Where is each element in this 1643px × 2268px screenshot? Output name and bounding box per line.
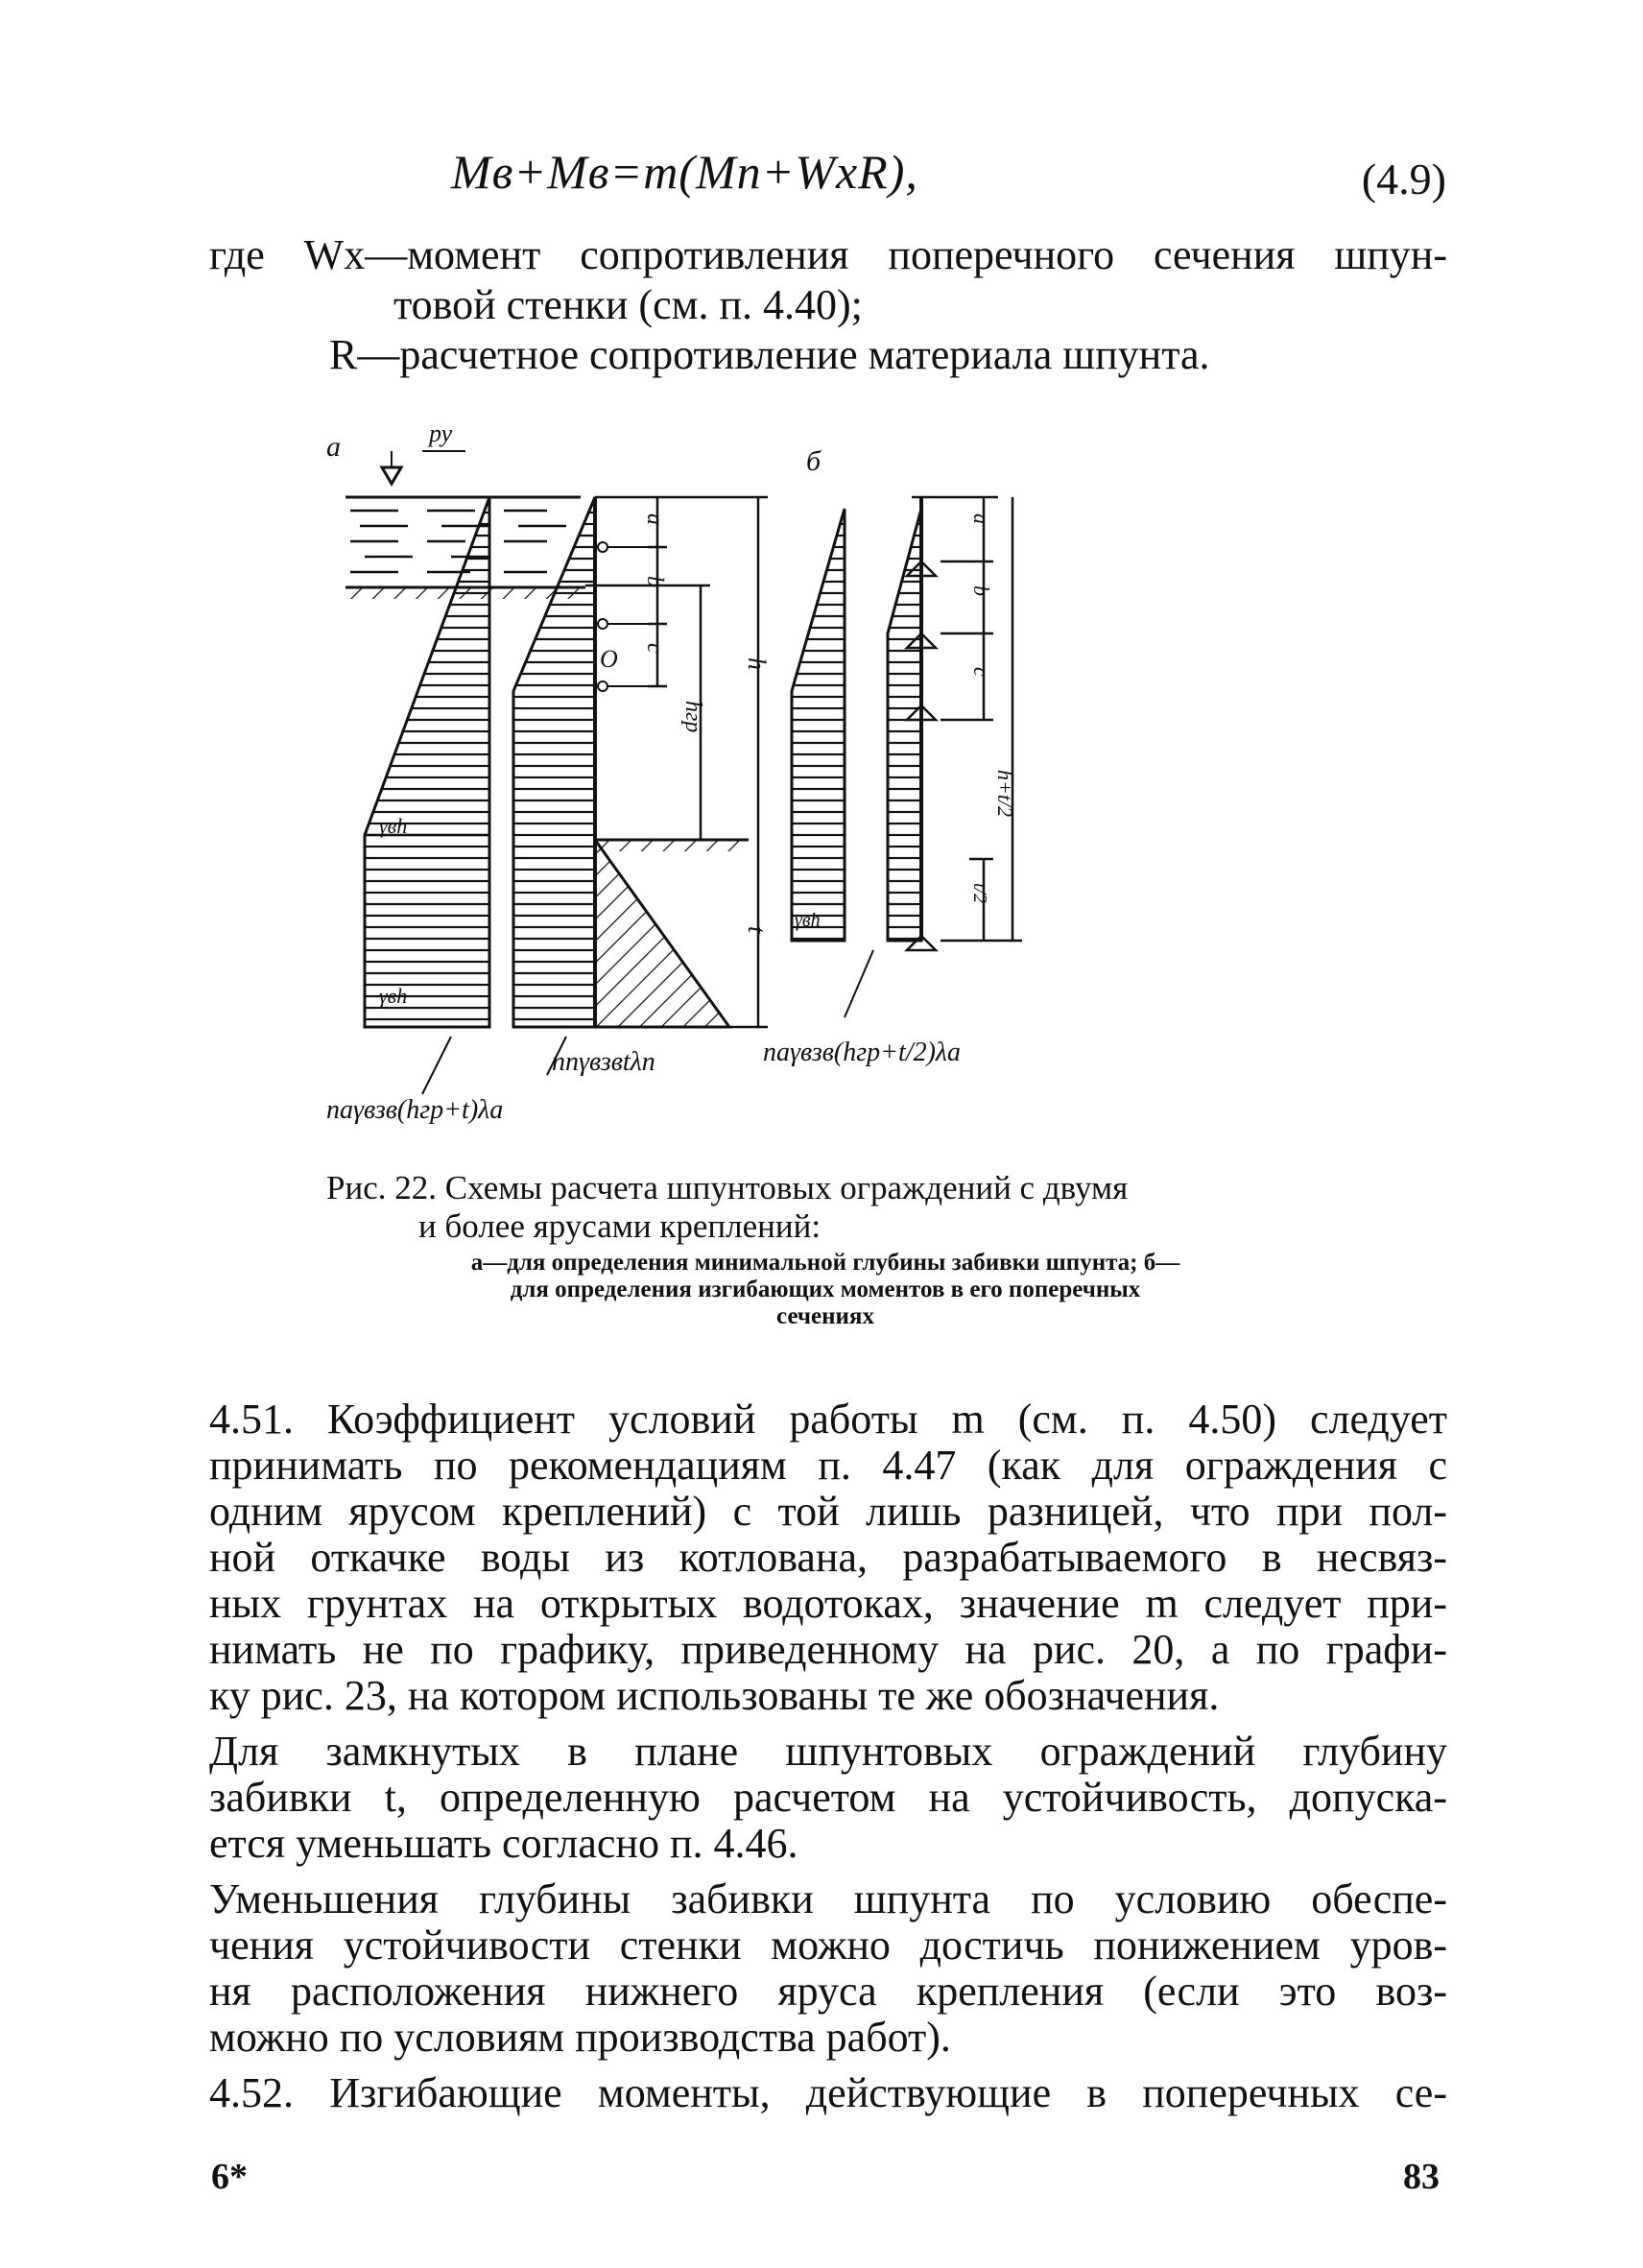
- dim-b-b: b: [969, 585, 993, 596]
- signature-mark: 6*: [211, 2157, 248, 2197]
- dim-h: h: [743, 657, 771, 670]
- formula-right: nаγвзв(hгр+t/2)λа: [763, 1038, 962, 1067]
- text-line: чения устойчивости стенки можно достичь понижением уров-: [209, 1922, 1447, 1969]
- paragraph: [209, 1729, 1447, 1867]
- water-level-icon: [382, 467, 401, 484]
- figure-drawing: [307, 403, 1324, 1161]
- text-line: одним ярусом креплений) с той лишь разницей, что при пол-: [209, 1488, 1447, 1535]
- paragraph: [209, 1397, 1447, 1719]
- formula: Mв+Mв=m(Mп+WxR),: [451, 145, 918, 199]
- text-line: ня расположения нижнего яруса крепления (если это воз-: [209, 1968, 1447, 2015]
- pressure-diagram-outer: [365, 497, 489, 1027]
- label-a: а: [326, 431, 341, 463]
- formula-number: (4.9): [1361, 155, 1446, 203]
- text-line: принимать по рекомендациям п. 4.47 (как для ограждения с: [209, 1442, 1447, 1489]
- text-line: нимать не по графику, приведенному на рис. 20, а по графи-: [209, 1626, 1447, 1673]
- caption-desc-line-1: а—для определения минимальной глубины забивки шпунта; б—: [470, 1250, 1180, 1276]
- caption-desc-line-2: для определения изгибающих моментов в его поперечных: [510, 1277, 1141, 1302]
- where-block: [209, 230, 1447, 380]
- text-line: ется уменьшать согласно п. 4.46.: [209, 1820, 798, 1867]
- where-line-1: где Wx—момент сопротивления поперечного сечения шпун-: [209, 231, 1447, 278]
- caption-title-line-2: и более ярусами креплений:: [418, 1207, 822, 1245]
- dim-a-b: а: [969, 513, 993, 524]
- text-line: ной откачке воды из котлована, разрабатываемого в несвяз-: [209, 1534, 1447, 1581]
- passive-pressure-diagram: [595, 840, 729, 1027]
- body-text: [209, 1397, 1447, 2126]
- figure-caption-title: [326, 1169, 1324, 1246]
- formula-left: nаγвзв(hгр+t)λа: [326, 1095, 504, 1125]
- dim-c: с: [642, 643, 667, 654]
- page-number: 83: [1403, 2157, 1440, 2197]
- pressure-diagram-b2: [888, 509, 921, 941]
- dim-h-t2: h+t/2: [993, 770, 1017, 818]
- dim-a: а: [642, 513, 667, 525]
- text-line: 4.52. Изгибающие моменты, действующие в поперечных се-: [209, 2069, 1447, 2116]
- label-b: б: [806, 445, 822, 477]
- formula-mid: nпγвзвtλп: [552, 1047, 655, 1077]
- figure-22: [307, 403, 1324, 1161]
- dim-b: b: [642, 576, 667, 587]
- paragraph: [209, 1876, 1447, 2061]
- pressure-diagram-b1: [792, 509, 845, 941]
- where-line-3: R—расчетное сопротивление материала шпунта.: [329, 331, 1210, 378]
- dim-c-b: с: [969, 667, 993, 677]
- dim-t-2: t/2: [969, 883, 990, 904]
- dim-hgr: hгр: [680, 701, 705, 733]
- gamma-h-2: γвh: [379, 984, 408, 1008]
- text-line: Для замкнутых в плане шпунтовых ограждений глубину: [209, 1728, 1447, 1775]
- gamma-h-1: γвh: [379, 814, 408, 838]
- label-ru: ру: [429, 419, 453, 447]
- text-line: можно по условиям производства работ).: [209, 2014, 951, 2061]
- pressure-diagram-inner: [513, 497, 595, 1027]
- text-line: забивки t, определенную расчетом на устойчивость, допуска-: [209, 1774, 1447, 1821]
- caption-title-line-1: Рис. 22. Схемы расчета шпунтовых ограждений с двумя: [326, 1169, 1129, 1206]
- label-O: О: [600, 645, 618, 673]
- text-line: ных грунтах на открытых водотоках, значение m следует при-: [209, 1580, 1447, 1627]
- water-waves: [350, 511, 566, 572]
- where-line-2: товой стенки (см. п. 4.40);: [393, 281, 863, 328]
- caption-desc-line-3: сечениях: [776, 1303, 874, 1329]
- text-line: 4.51. Коэффициент условий работы m (см. п. 4.50) следует: [209, 1396, 1447, 1443]
- dim-t: t: [743, 926, 771, 934]
- gamma-h-3: γвh: [795, 910, 821, 931]
- figure-caption-description: [326, 1250, 1324, 1330]
- text-line: Уменьшения глубины забивки шпунта по условию обеспе-: [209, 1875, 1447, 1922]
- dimensions-b: [941, 497, 1022, 941]
- paragraph: [209, 2070, 1447, 2116]
- text-line: ку рис. 23, на котором использованы те же обозначения.: [209, 1672, 1220, 1719]
